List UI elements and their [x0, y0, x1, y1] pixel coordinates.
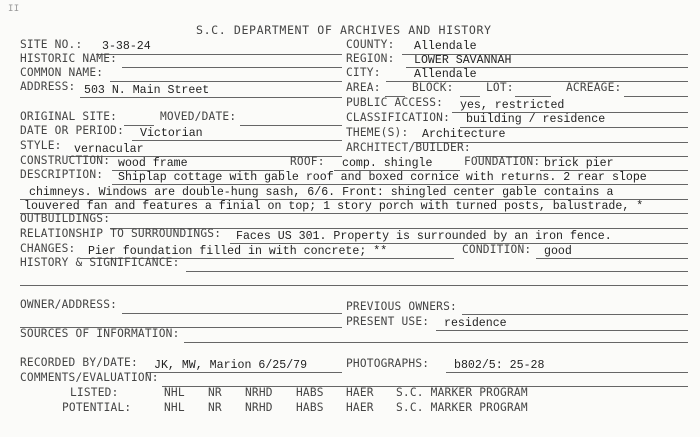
listed-habs: HABS [296, 386, 324, 399]
region-value: LOWER SAVANNAH [414, 54, 512, 67]
classification-label: CLASSIFICATION: [346, 111, 451, 124]
history-label: HISTORY & SIGNIFICANCE: [20, 256, 180, 269]
listed-nr: NR [208, 386, 222, 399]
block-line [460, 96, 480, 97]
architect-label: ARCHITECT/BUILDER: [346, 141, 471, 154]
site-no-value: 3-38-24 [102, 40, 151, 53]
common-name-label: COMMON NAME: [20, 66, 104, 79]
sources-label: SOURCES OF INFORMATION: [20, 327, 180, 340]
history-line-1 [186, 271, 688, 272]
present-use-line [436, 330, 688, 331]
listed-label: LISTED: [70, 386, 119, 399]
block-label: BLOCK: [412, 81, 454, 94]
outbuildings-label: OUTBUILDINGS: [20, 212, 111, 225]
description-rule-1 [112, 184, 688, 185]
previous-owners-line [462, 314, 688, 315]
original-site-line [124, 125, 154, 126]
condition-value: good [544, 245, 572, 258]
county-label: COUNTY: [346, 38, 395, 51]
themes-label: THEME(S): [346, 126, 409, 139]
changes-value: Pier foundation filled in with concrete; ** [88, 245, 388, 258]
public-access-label: PUBLIC ACCESS: [346, 96, 444, 109]
construction-value: wood frame [118, 157, 188, 170]
site-no-label: SITE NO.: [20, 38, 83, 51]
date-period-label: DATE OR PERIOD: [20, 124, 125, 137]
themes-value: Architecture [422, 128, 506, 141]
relationship-line [230, 243, 688, 244]
potential-habs: HABS [296, 401, 324, 414]
potential-haer: HAER [346, 401, 374, 414]
potential-nrhd: NRHD [245, 401, 273, 414]
listed-haer: HAER [346, 386, 374, 399]
listed-nrhd: NRHD [245, 386, 273, 399]
foundation-value: brick pier [544, 157, 614, 170]
corner-mark: II [8, 4, 20, 14]
recorded-by-line [146, 372, 342, 373]
form-title: S.C. DEPARTMENT OF ARCHIVES AND HISTORY [196, 23, 492, 37]
photographs-value: b802/5: 25-28 [454, 359, 545, 372]
construction-label: CONSTRUCTION: [20, 154, 111, 167]
description-rule-3 [20, 213, 688, 214]
history-line-2 [20, 285, 688, 286]
style-label: STYLE: [20, 139, 62, 152]
relationship-label: RELATIONSHIP TO SURROUNDINGS: [20, 227, 222, 240]
previous-owners-label: PREVIOUS OWNERS: [346, 300, 457, 313]
owner-address-line [122, 313, 342, 314]
date-period-value: Victorian [140, 127, 203, 140]
roof-label: ROOF: [290, 155, 325, 168]
public-access-value: yes, restricted [460, 99, 565, 112]
site-no-line [96, 54, 342, 55]
lot-label: LOT: [486, 81, 514, 94]
owner-address-label: OWNER/ADDRESS: [20, 298, 118, 311]
roof-value: comp. shingle [342, 157, 433, 170]
historic-name-label: HISTORIC NAME: [20, 52, 118, 65]
recorded-by-value: JK, MW, Marion 6/25/79 [154, 359, 308, 372]
common-name-line [110, 81, 342, 82]
address-value: 503 N. Main Street [84, 84, 210, 97]
county-value: Allendale [414, 40, 477, 53]
moved-date-line [240, 125, 342, 126]
foundation-label: FOUNDATION: [464, 155, 541, 168]
acreage-line [624, 96, 688, 97]
potential-nhl: NHL [164, 401, 185, 414]
present-use-label: PRESENT USE: [346, 315, 430, 328]
recorded-by-label: RECORDED BY/DATE: [20, 356, 138, 369]
description-label: DESCRIPTION: [20, 168, 104, 181]
condition-label: CONDITION: [462, 243, 532, 256]
potential-label: POTENTIAL: [62, 401, 132, 414]
listed-nhl: NHL [164, 386, 185, 399]
address-line [80, 97, 342, 98]
city-label: CITY: [346, 66, 381, 79]
listed-marker-program: S.C. MARKER PROGRAM [396, 386, 528, 399]
description-line-3: louvered fan and features a finial on top; 1 story porch with turned posts, balustrade, * [24, 200, 644, 213]
sources-line [184, 342, 688, 343]
city-value: Allendale [414, 68, 477, 81]
changes-label: CHANGES: [20, 242, 76, 255]
description-line-2: chimneys. Windows are double-hung sash, 6/6. Front: shingled center gable contains a [29, 186, 614, 199]
acreage-label: ACREAGE: [566, 81, 622, 94]
moved-date-label: MOVED/DATE: [160, 110, 237, 123]
potential-marker-program: S.C. MARKER PROGRAM [396, 401, 528, 414]
style-value: vernacular [74, 143, 144, 156]
date-period-line [132, 140, 342, 141]
description-line-1: Shiplap cottage with gable roof and boxed cornice with returns. 2 rear slope [118, 171, 647, 184]
comments-label: COMMENTS/EVALUATION: [20, 371, 159, 384]
original-site-label: ORIGINAL SITE: [20, 110, 118, 123]
photographs-line [446, 372, 688, 373]
present-use-value: residence [444, 317, 507, 330]
area-label: AREA: [346, 81, 381, 94]
condition-line [536, 258, 688, 259]
address-label: ADDRESS: [20, 80, 76, 93]
potential-nr: NR [208, 401, 222, 414]
classification-value: building / residence [466, 113, 606, 126]
region-label: REGION: [346, 52, 395, 65]
historic-name-line [122, 67, 342, 68]
photographs-label: PHOTOGRAPHS: [346, 357, 430, 370]
lot-line [515, 96, 551, 97]
relationship-value: Faces US 301. Property is surrounded by an iron fence. [236, 230, 612, 243]
